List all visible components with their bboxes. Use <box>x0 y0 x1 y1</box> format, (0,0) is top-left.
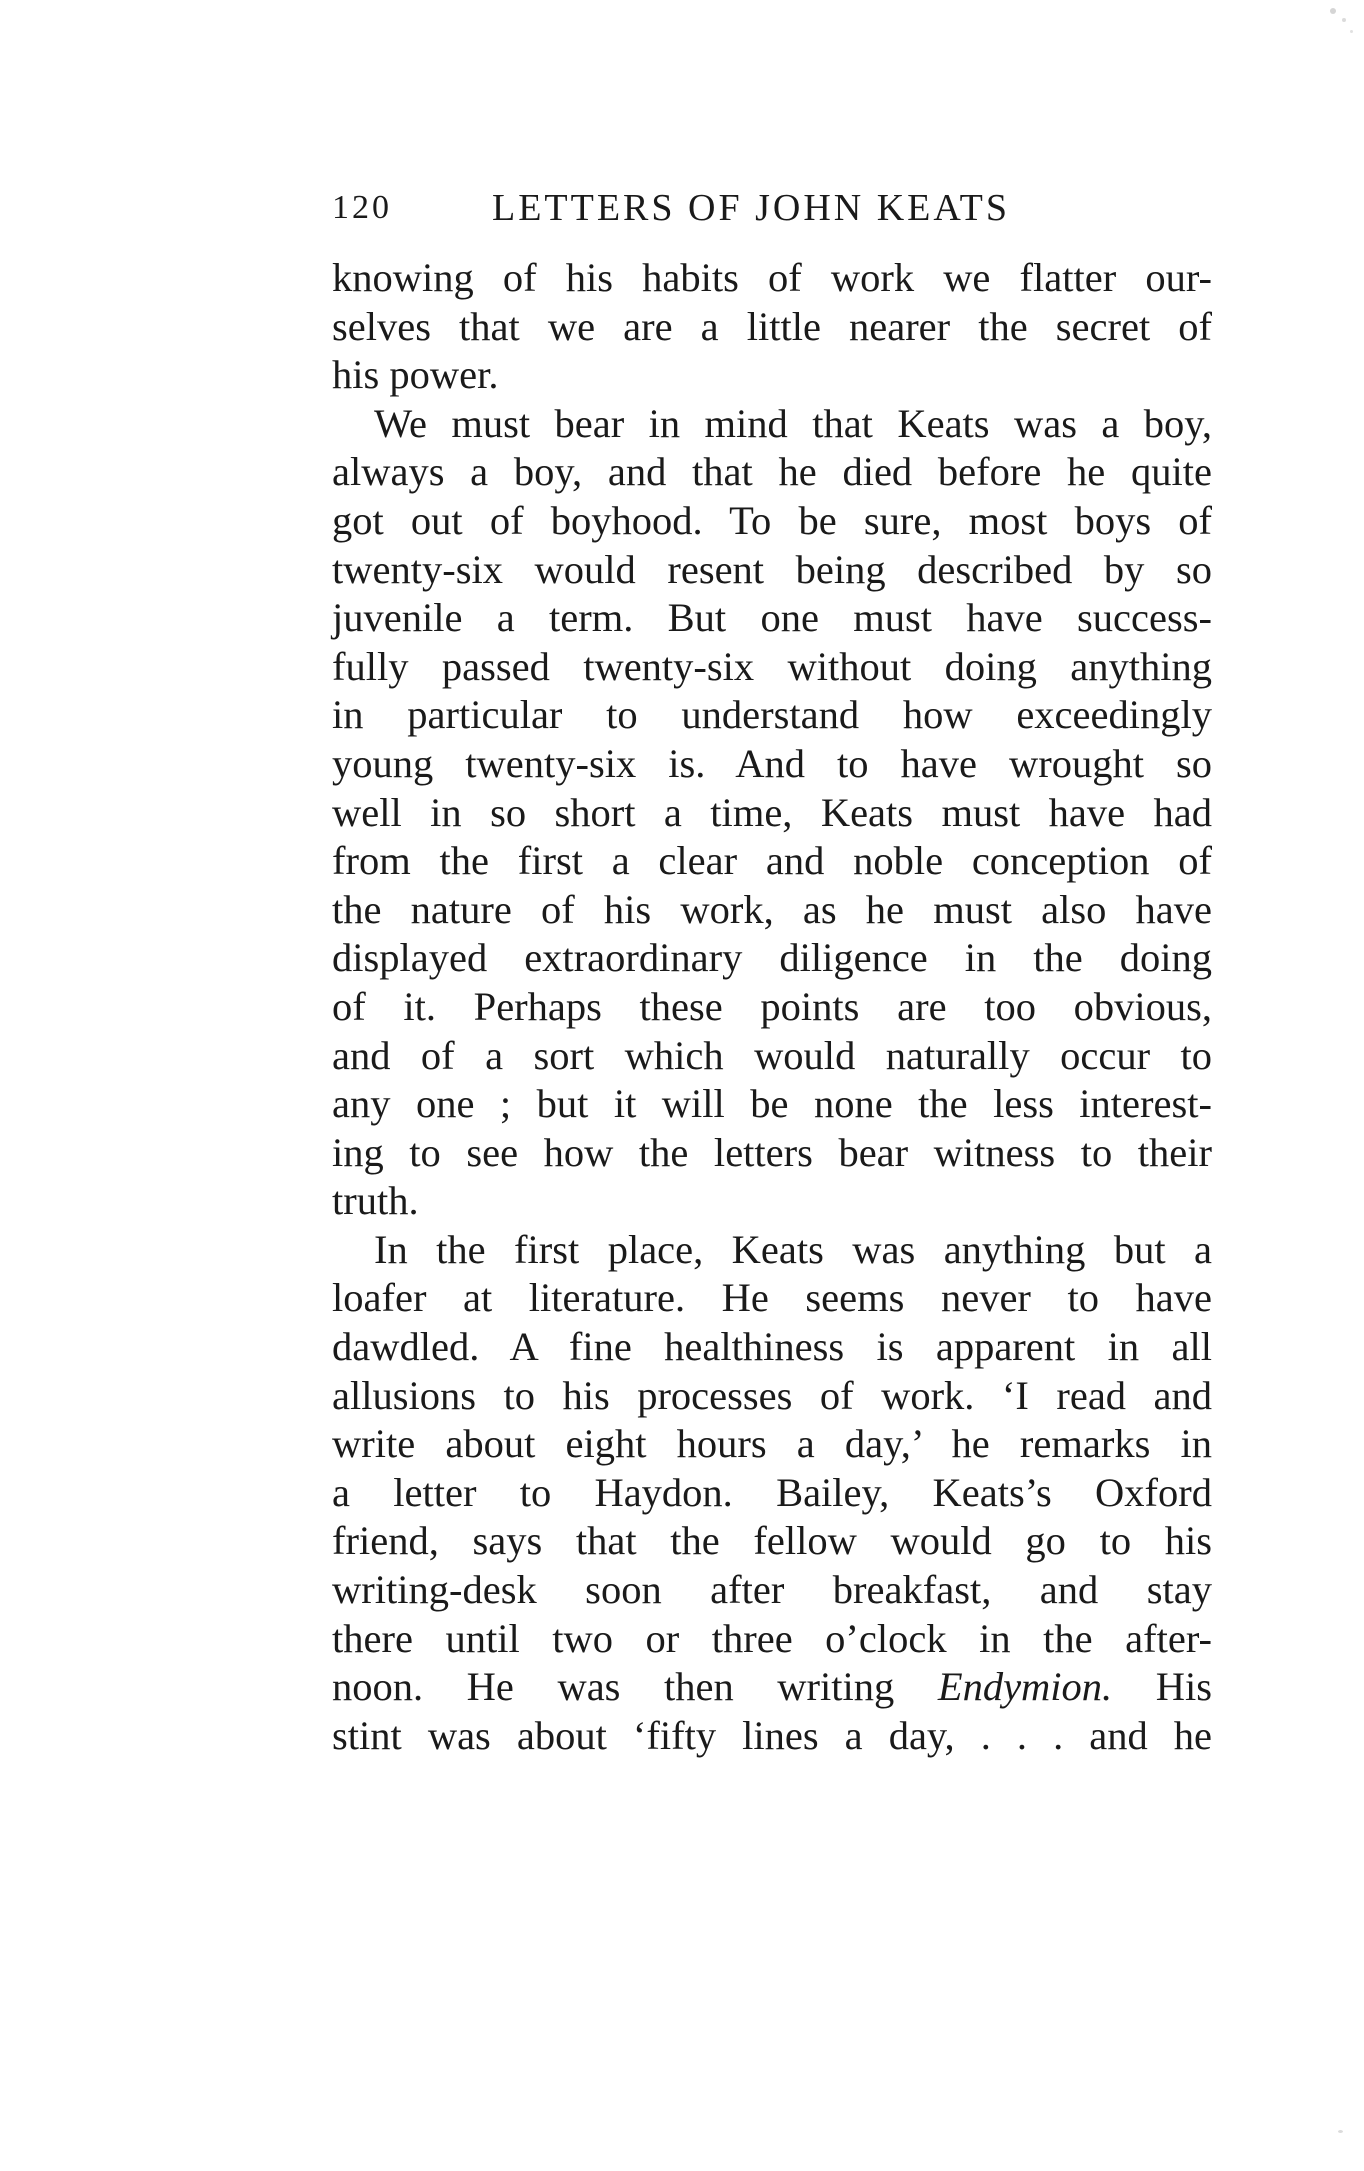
text-line: the nature of his work, as he must also have <box>332 886 1212 932</box>
text-line: there until two or three o’clock in the after- <box>332 1615 1212 1661</box>
text-line: his power. <box>332 352 499 398</box>
scan-speck <box>1350 30 1353 33</box>
text-line: any one ; but it will be none the less interest- <box>332 1081 1212 1127</box>
paragraph-start-line: We must bear in mind that Keats was a boy, <box>374 400 1212 446</box>
text-line: allusions to his processes of work. ‘I read and <box>332 1372 1212 1418</box>
text-line: well in so short a time, Keats must have had <box>332 789 1212 835</box>
text-line: writing-desk soon after breakfast, and stay <box>332 1567 1212 1613</box>
scan-speck <box>1330 8 1336 14</box>
page-header <box>332 182 1212 234</box>
text-line: and of a sort which would naturally occur to <box>332 1032 1212 1078</box>
text-line: a letter to Haydon. Bailey, Keats’s Oxford <box>332 1469 1212 1515</box>
text-line: loafer at literature. He seems never to have <box>332 1275 1212 1321</box>
scan-speck <box>1342 18 1346 22</box>
text-line: twenty-six would resent being described by so <box>332 546 1212 592</box>
text-line: selves that we are a little nearer the secret of <box>332 303 1212 349</box>
text-line: ing to see how the letters bear witness to their <box>332 1129 1212 1175</box>
text-line: knowing of his habits of work we flatter our- <box>332 255 1212 300</box>
text-fragment: His <box>1155 1664 1213 1710</box>
text-fragment: noon. He was then writing <box>332 1664 895 1710</box>
paragraph-start-line: In the first place, Keats was anything but a <box>374 1226 1212 1272</box>
body-text <box>332 254 1212 1760</box>
text-line: stint was about ‘fifty lines a day, . . . and he <box>332 1712 1212 1758</box>
text-line: dawdled. A fine healthiness is apparent in all <box>332 1324 1212 1370</box>
text-line: friend, says that the fellow would go to his <box>332 1518 1212 1564</box>
text-line: in particular to understand how exceedingly <box>332 692 1212 738</box>
running-title: LETTERS OF JOHN KEATS <box>492 187 1010 229</box>
scan-speck <box>1338 2130 1343 2133</box>
page-number: 120 <box>332 189 392 226</box>
book-title: Endymion. <box>937 1664 1113 1710</box>
text-line: from the first a clear and noble conception of <box>332 838 1212 884</box>
text-line: truth. <box>332 1178 419 1224</box>
text-line: fully passed twenty-six without doing anything <box>332 643 1212 689</box>
text-line: juvenile a term. But one must have success- <box>332 595 1212 641</box>
text-line-with-title <box>332 1663 1212 1712</box>
text-line: displayed extraordinary diligence in the doing <box>332 935 1212 981</box>
text-line: got out of boyhood. To be sure, most boys of <box>332 497 1212 543</box>
text-line: always a boy, and that he died before he quite <box>332 449 1212 495</box>
text-line: of it. Perhaps these points are too obvious, <box>332 983 1212 1029</box>
text-line: young twenty-six is. And to have wrought so <box>332 740 1212 786</box>
text-line: write about eight hours a day,’ he remarks in <box>332 1421 1212 1467</box>
